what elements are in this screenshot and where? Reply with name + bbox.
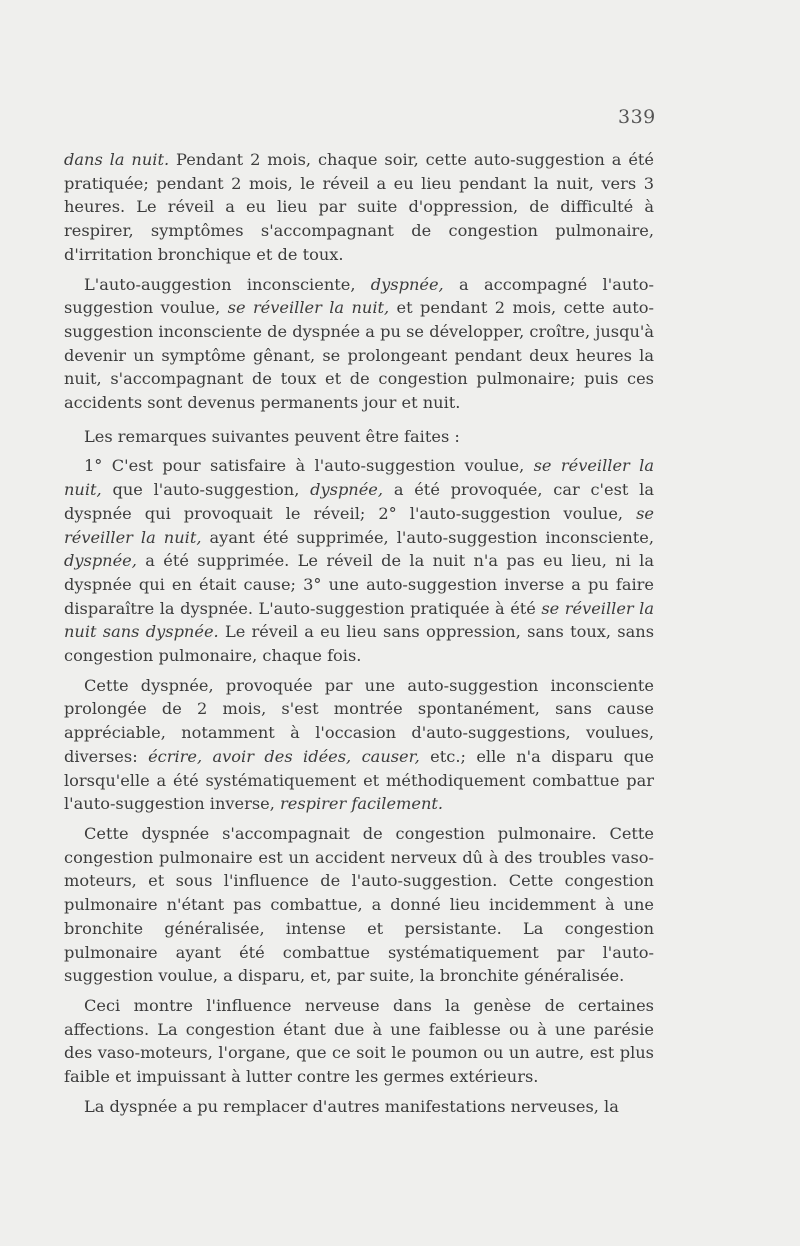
text-run: a été provoquée, car c'est la dyspnée qui provoquait le réveil; 2° l'auto-suggestion voulue, [64,480,654,523]
text-run: que l'auto-suggestion, [101,480,311,500]
text-run: 1° C'est pour satisfaire à l'auto-suggestion voulue, [84,456,534,476]
text-run: Le réveil a eu lieu sans oppression, sans toux, sans congestion pulmonaire, chaque fois. [64,622,654,666]
text-run: a été supprimée. Le réveil de la nuit n'a pas eu lieu, ni la dyspnée qui en était cause; 3° une auto-suggestion inverse a pu faire disparaître la dyspnée. L'auto-suggestion pratiquée à été [64,551,654,618]
text-run: Pendant 2 mois, chaque soir, cette auto-suggestion a été pratiquée; pendant 2 mois, le réveil a eu lieu pendant la nuit, vers 3 heures. Le réveil a eu lieu par suite d'oppression, de difficulté à respirer, symptômes s'accompagnant de congestion pulmonaire, d'irritation bronchique et de toux. [64,150,654,264]
italic-run: se réveiller la nuit sans dyspnée. [64,598,654,642]
text-run: etc.; elle n'a disparu que lorsqu'elle a été systématiquement et méthodiquement combattue par l'auto-suggestion inverse, [64,746,654,814]
paragraph [64,454,654,667]
text-run: Cette dyspnée s'accompagnait de congestion pulmonaire. Cette congestion pulmonaire est un accident nerveux dû à des troubles vaso-moteurs, et sous l'influence de l'auto-suggestion. Cette congestion pulmonaire n'étant pas combattue, a donné lieu incidemment à une bronchite généralisée, intense et persistante. La congestion pulmonaire ayant été combattue systématiquement par l'auto-suggestion voulue, a disparu, et, par suite, la bronchite généralisée. [64,823,654,986]
text-run: La dyspnée a pu remplacer d'autres manifestations nerveuses, la [84,1096,619,1116]
paragraph [64,822,654,988]
italic-run: dyspnée, [370,274,444,294]
italic-run: se réveiller la nuit, [64,503,654,547]
italic-run: dans la nuit. [64,150,170,169]
text-run: Cette dyspnée, provoquée par une auto-suggestion inconsciente prolongée de 2 mois, s'est montrée spontanément, sans cause appréciable, notamment à l'occasion d'auto-suggestions, voulues, diverses: [64,675,654,766]
paragraph [64,425,654,449]
page-number: 339 [618,106,656,128]
text-run: Les remarques suivantes peuvent être faites : [84,426,460,446]
italic-run: écrire, avoir des idées, causer, [148,746,420,766]
italic-run: se réveiller la nuit, [227,298,390,318]
text-run: L'auto-auggestion inconsciente, [84,274,371,294]
paragraph [64,994,654,1089]
paragraph [64,674,654,816]
italic-run: se réveiller la nuit, [64,456,654,500]
italic-run: respirer facilement. [280,794,444,814]
paragraph [64,148,654,267]
text-run: a accompagné l'auto-suggestion voulue, [64,274,654,318]
body-text [64,148,654,1124]
text-run: et pendant 2 mois, cette auto-suggestion inconsciente de dyspnée a pu se développer, croître, jusqu'à devenir un symptôme gênant, se prolongeant pendant deux heures la nuit, s'accompagnant de toux et de congestion pulmonaire; puis ces accidents sont devenus permanents jour et nuit. [64,298,655,413]
italic-run: dyspnée, [310,480,384,500]
text-run: Ceci montre l'influence nerveuse dans la genèse de certaines affections. La congestion étant due à une faiblesse ou à une parésie des vaso-moteurs, l'organe, que ce soit le poumon ou un autre, est plus faible et impuissant à lutter contre les germes extérieurs. [64,995,654,1087]
text-run: ayant été supprimée, l'auto-suggestion inconsciente, [201,527,654,547]
paragraph [64,1095,654,1119]
paragraph [64,273,654,415]
italic-run: dyspnée, [64,551,137,571]
